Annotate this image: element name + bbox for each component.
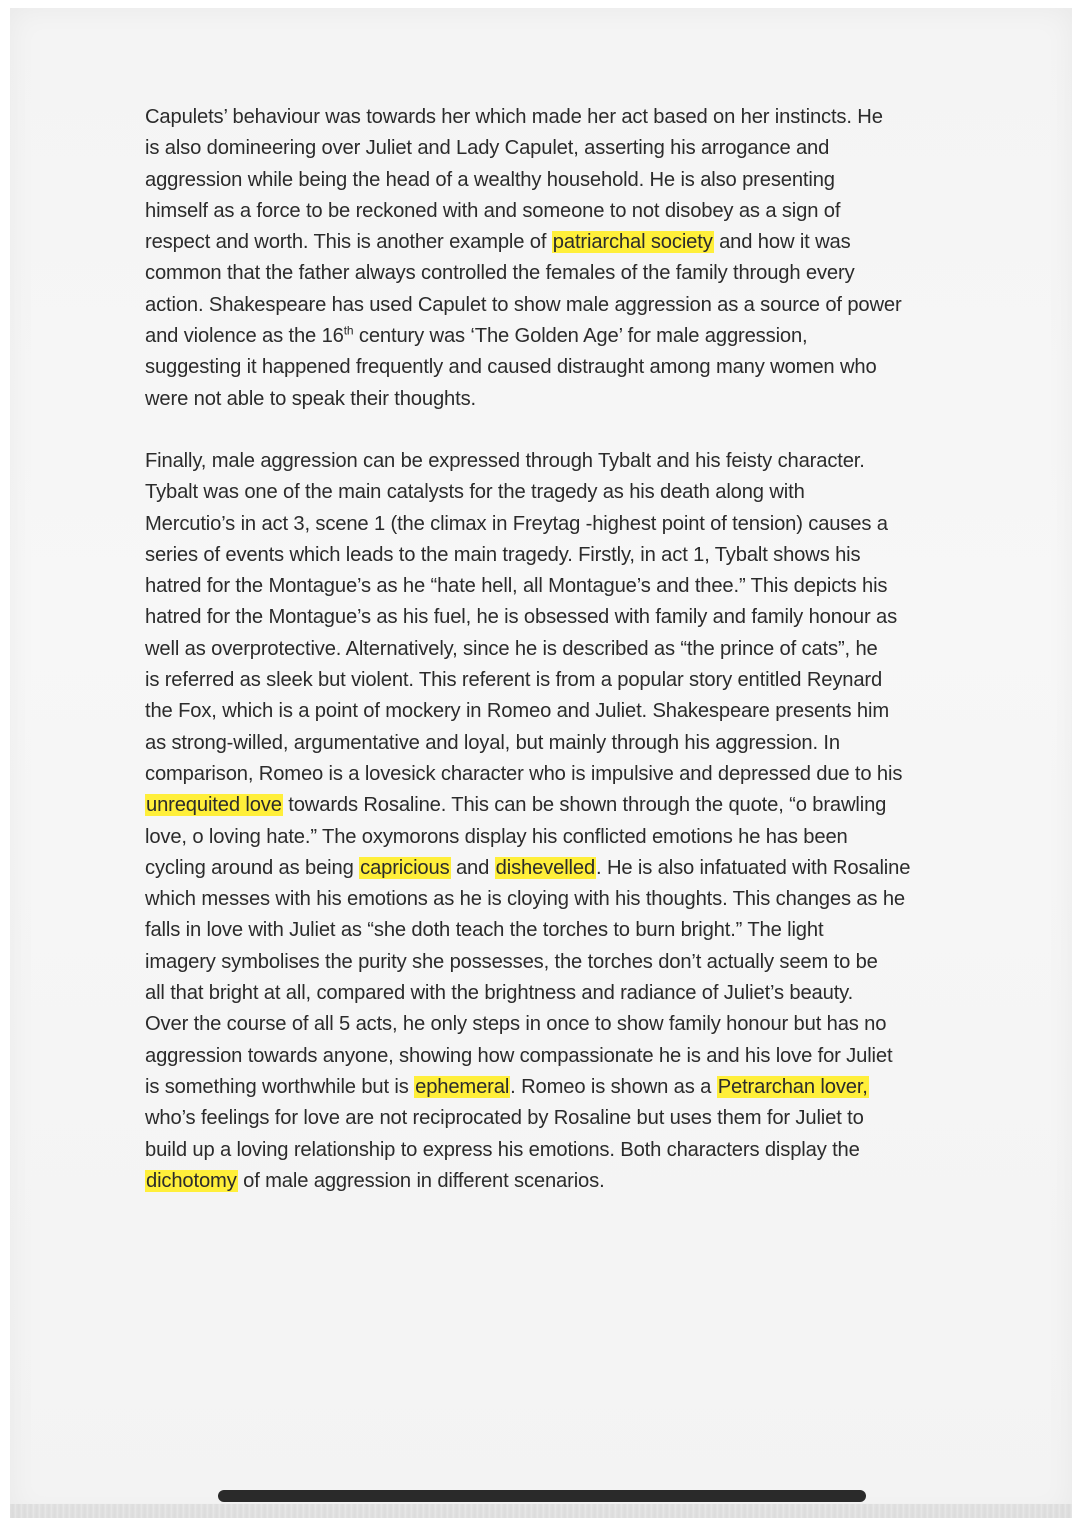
text-segment: all that bright at all, compared with the brightness and radiance of Juliet’s beauty. bbox=[145, 982, 854, 1005]
highlighted-term: ephemeral bbox=[415, 1075, 510, 1098]
text-line bbox=[145, 947, 960, 978]
text-line bbox=[145, 665, 960, 696]
text-segment: aggression while being the head of a wealthy household. He is also presenting bbox=[145, 168, 835, 191]
text-segment: comparison, Romeo is a lovesick character who is impulsive and depressed due to his bbox=[145, 762, 903, 785]
ordinal-superscript: th bbox=[343, 323, 354, 338]
text-line bbox=[145, 915, 960, 946]
text-line bbox=[145, 352, 960, 383]
text-line bbox=[145, 884, 960, 915]
text-line bbox=[145, 571, 960, 602]
text-line bbox=[145, 446, 960, 477]
text-segment: who’s feelings for love are not reciprocated by Rosaline but uses them for Juliet to bbox=[145, 1107, 864, 1130]
text-segment: common that the father always controlled the females of the family through every bbox=[145, 262, 855, 285]
text-line bbox=[145, 1103, 960, 1134]
text-line bbox=[145, 321, 960, 352]
text-segment: Mercutio’s in act 3, scene 1 (the climax in Freytag -highest point of tension) causes a bbox=[145, 512, 888, 535]
text-segment: respect and worth. This is another example of bbox=[145, 231, 552, 254]
text-line bbox=[145, 227, 960, 258]
text-segment: suggesting it happened frequently and caused distraught among many women who bbox=[145, 356, 877, 379]
text-segment: the Fox, which is a point of mockery in Romeo and Juliet. Shakespeare presents him bbox=[145, 700, 889, 723]
text-line bbox=[145, 477, 960, 508]
text-line bbox=[145, 822, 960, 853]
text-segment: hatred for the Montague’s as his fuel, he is obsessed with family and family honour as bbox=[145, 606, 898, 629]
text-line bbox=[145, 133, 960, 164]
text-line bbox=[145, 1041, 960, 1072]
text-line bbox=[145, 102, 960, 133]
text-segment: Capulets’ behaviour was towards her which made her act based on her instincts. He bbox=[145, 106, 883, 128]
text-line bbox=[145, 853, 960, 884]
text-line bbox=[145, 790, 960, 821]
text-segment: cycling around as being bbox=[145, 856, 360, 879]
text-line bbox=[145, 1072, 960, 1103]
highlighted-term: capricious bbox=[360, 856, 450, 879]
page-bottom-bar bbox=[218, 1490, 866, 1502]
paragraph-capulet bbox=[145, 102, 960, 415]
text-segment: is also domineering over Juliet and Lady Capulet, asserting his arrogance and bbox=[145, 137, 830, 160]
text-segment: is referred as sleek but violent. This referent is from a popular story entitled Reynard bbox=[145, 669, 883, 692]
text-segment: well as overprotective. Alternatively, since he is described as “the prince of cats”, he bbox=[145, 637, 878, 660]
text-segment: century was ‘The Golden Age’ for male aggression, bbox=[353, 325, 808, 348]
text-segment: hatred for the Montague’s as he “hate hell, all Montague’s and thee.” This depicts his bbox=[145, 575, 888, 598]
text-line bbox=[145, 1135, 960, 1166]
highlighted-term: patriarchal society bbox=[552, 231, 713, 254]
text-segment: towards Rosaline. This can be shown through the quote, “o brawling bbox=[282, 794, 887, 817]
text-segment: were not able to speak their thoughts. bbox=[145, 387, 476, 410]
highlighted-term: unrequited love bbox=[146, 794, 282, 817]
text-segment: of male aggression in different scenarios. bbox=[237, 1169, 605, 1192]
highlighted-term: dichotomy bbox=[146, 1169, 237, 1192]
text-line bbox=[145, 1009, 960, 1040]
scanned-page bbox=[10, 8, 1072, 1518]
text-line bbox=[145, 759, 960, 790]
text-segment: imagery symbolises the purity she possesses, the torches don’t actually seem to be bbox=[145, 950, 878, 973]
text-line bbox=[145, 634, 960, 665]
text-line bbox=[145, 258, 960, 289]
text-line bbox=[145, 196, 960, 227]
text-line bbox=[145, 290, 960, 321]
text-segment: build up a loving relationship to express his emotions. Both characters display the bbox=[145, 1138, 860, 1161]
text-segment: Over the course of all 5 acts, he only steps in once to show family honour but has no bbox=[145, 1013, 887, 1036]
text-line bbox=[145, 384, 960, 415]
text-line bbox=[145, 1166, 960, 1197]
text-segment: and violence as the 16 bbox=[145, 325, 344, 348]
text-segment: action. Shakespeare has used Capulet to show male aggression as a source of power bbox=[145, 293, 902, 316]
highlighted-term: dishevelled bbox=[495, 856, 596, 879]
text-line bbox=[145, 540, 960, 571]
text-segment: and how it was bbox=[713, 231, 851, 254]
text-segment: Tybalt was one of the main catalysts for the tragedy as his death along with bbox=[145, 481, 805, 504]
paragraph-tybalt-romeo bbox=[145, 446, 960, 1197]
text-segment: as strong-willed, argumentative and loyal, but mainly through his aggression. In bbox=[145, 731, 840, 754]
text-segment: . Romeo is shown as a bbox=[510, 1075, 717, 1098]
text-segment: himself as a force to be reckoned with and someone to not disobey as a sign of bbox=[145, 199, 841, 222]
text-line bbox=[145, 165, 960, 196]
text-line bbox=[145, 696, 960, 727]
text-segment: falls in love with Juliet as “she doth teach the torches to burn bright.” The light bbox=[145, 919, 824, 942]
scan-edge-strip bbox=[10, 1504, 1072, 1518]
text-line bbox=[145, 602, 960, 633]
text-segment: which messes with his emotions as he is cloying with his thoughts. This changes as he bbox=[145, 888, 905, 911]
text-segment: is something worthwhile but is bbox=[145, 1075, 415, 1098]
text-segment: . He is also infatuated with Rosaline bbox=[596, 856, 911, 879]
text-segment: and bbox=[450, 856, 495, 879]
text-segment: Finally, male aggression can be expressed through Tybalt and his feisty character. bbox=[145, 450, 865, 472]
text-line bbox=[145, 978, 960, 1009]
text-segment: aggression towards anyone, showing how compassionate he is and his love for Juliet bbox=[145, 1044, 893, 1067]
text-segment: series of events which leads to the main tragedy. Firstly, in act 1, Tybalt shows his bbox=[145, 543, 861, 566]
text-segment: love, o loving hate.” The oxymorons display his conflicted emotions he has been bbox=[145, 825, 848, 848]
text-line bbox=[145, 728, 960, 759]
highlighted-term: Petrarchan lover, bbox=[717, 1075, 868, 1098]
text-line bbox=[145, 509, 960, 540]
